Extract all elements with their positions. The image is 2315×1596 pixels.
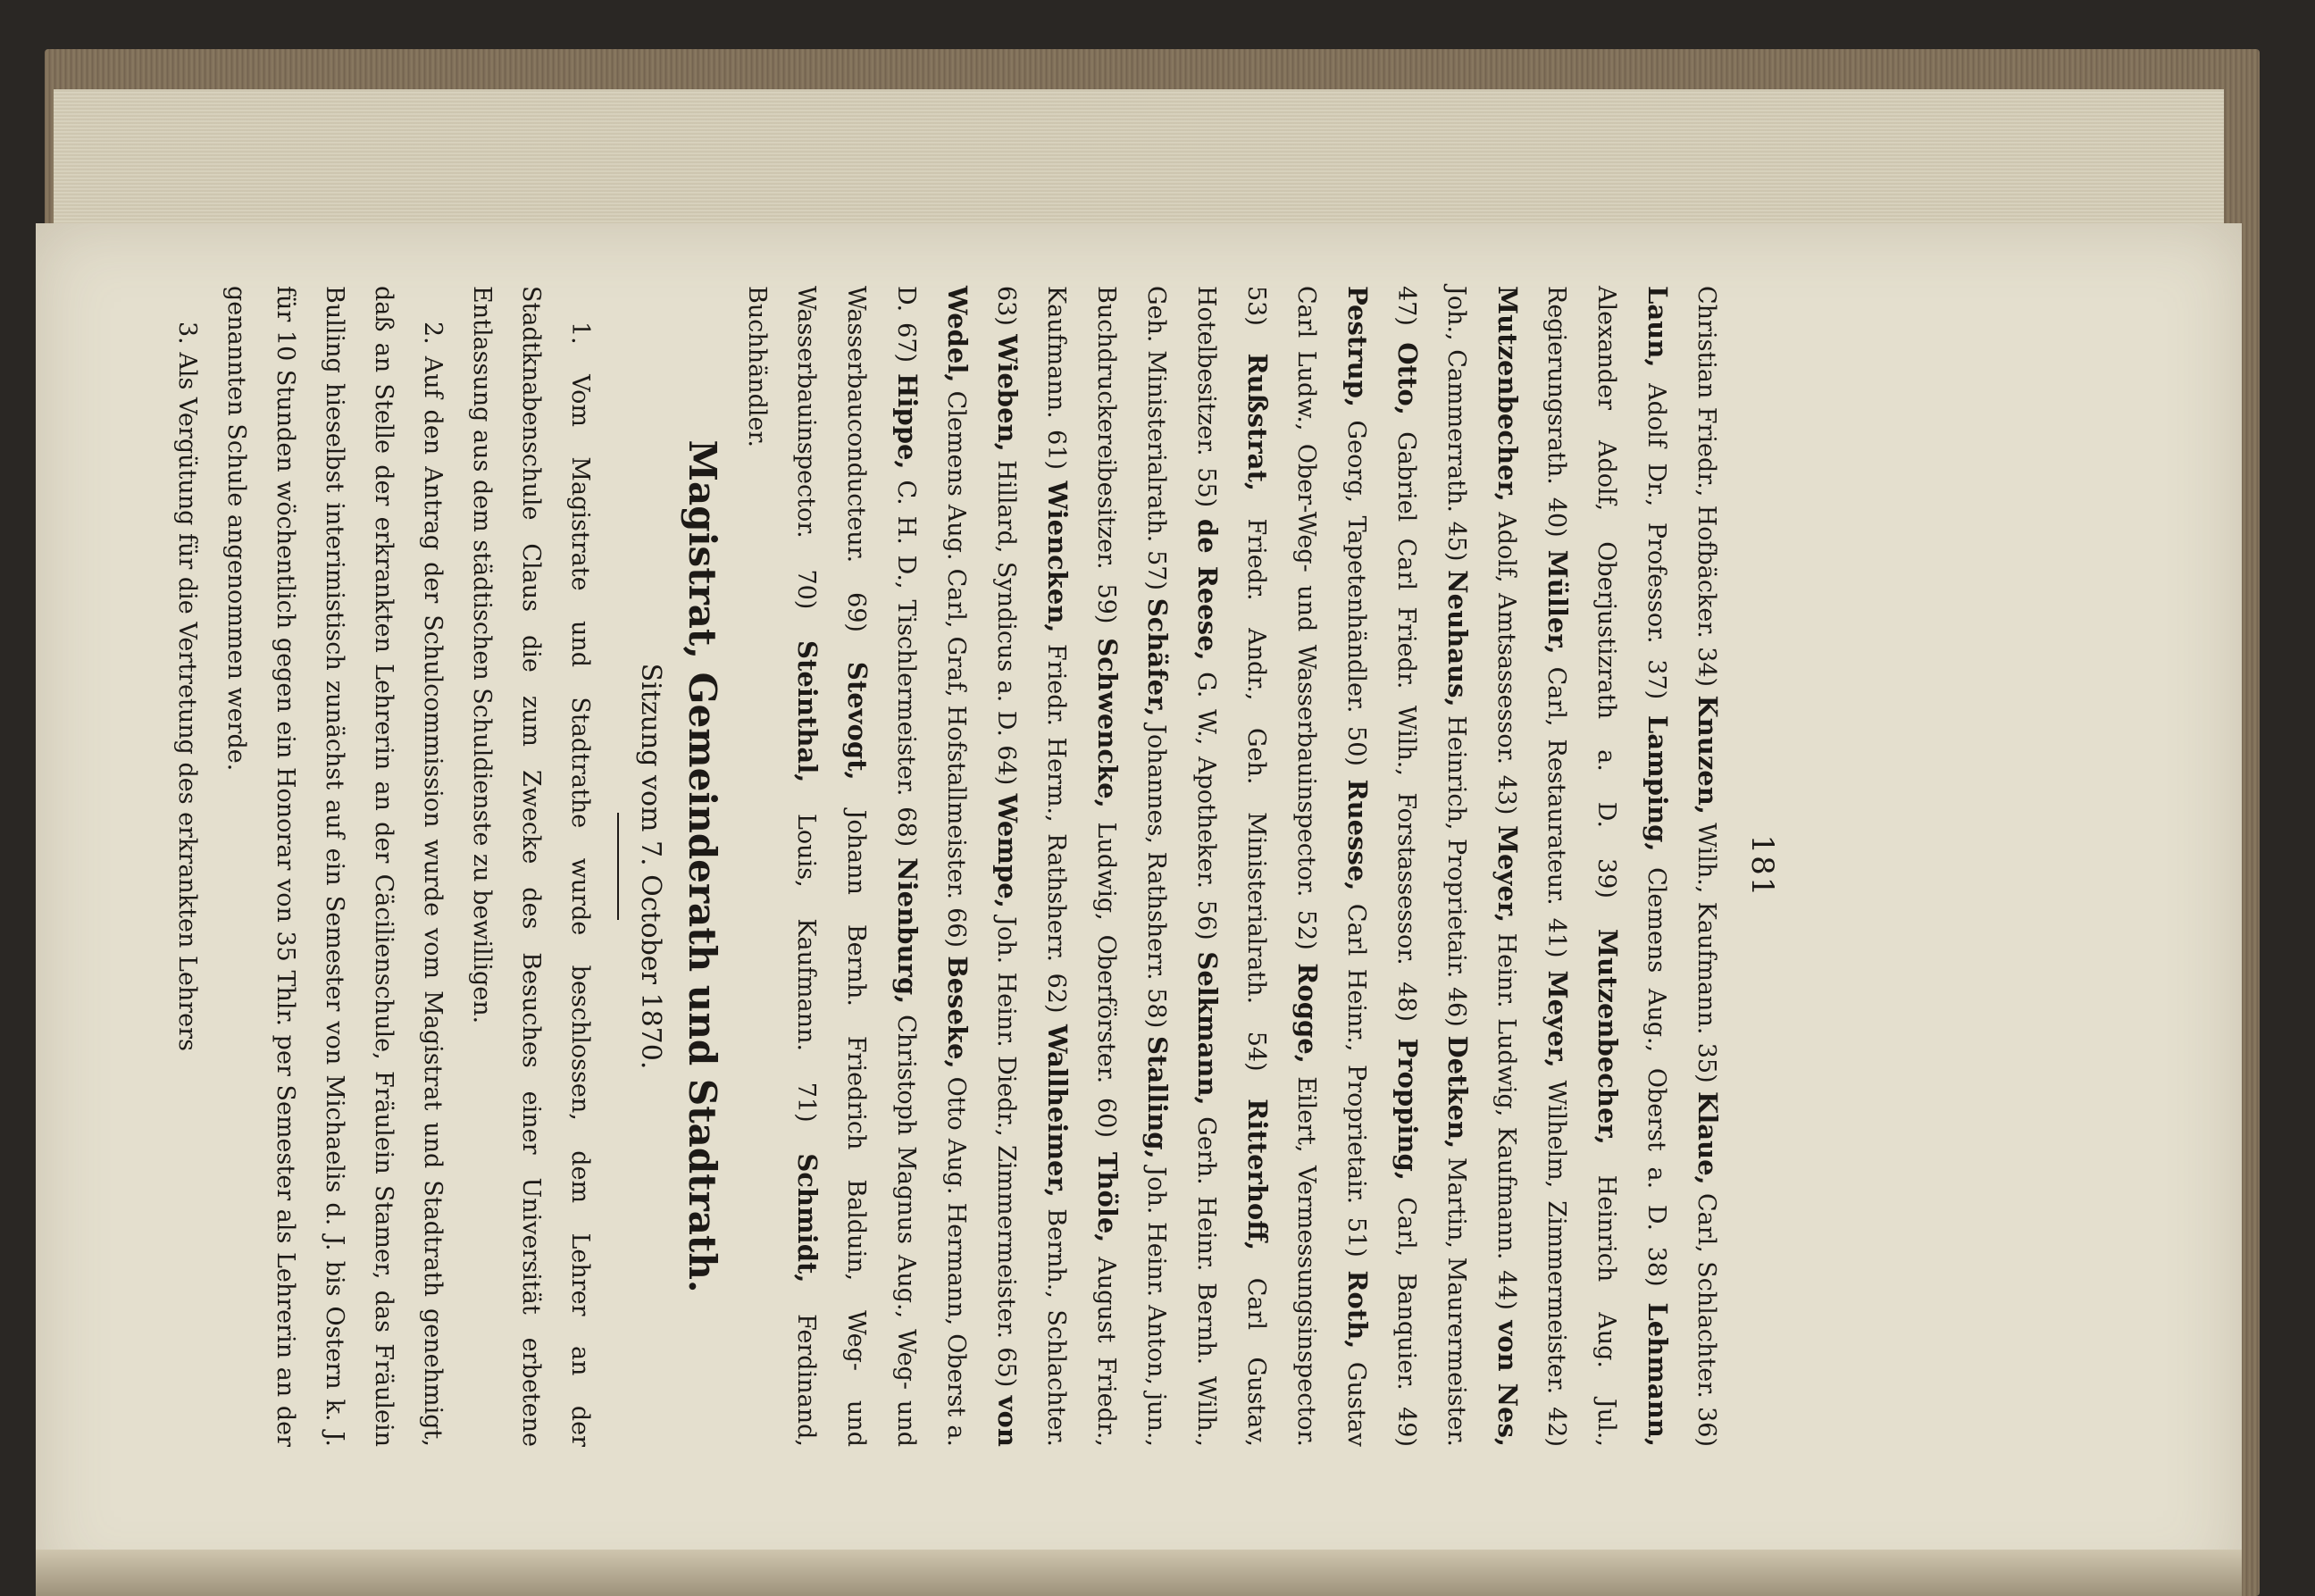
member-entry [1692,286,1720,687]
member-name: von Nes, [1492,1320,1523,1448]
member-details: Martin, Maurermeister. 47) [1392,286,1470,1447]
member-entry [1542,970,1573,1448]
member-details: Louis, Kaufmann. 71) [792,814,820,1123]
member-name: Schwencke, [1092,638,1123,808]
member-name: Meyer, [1542,970,1573,1068]
member-details: Carl Gustav, Hotelbesitzer. 55) [1192,286,1270,1447]
member-name: Lamping, [1642,714,1673,852]
member-name: Ritterhoff, [1242,1099,1273,1251]
member-details: Clemens Aug., Oberst a. D. 38) [1642,867,1670,1287]
member-name: Knuzen, [1692,695,1723,815]
member-name: Wempe, [992,793,1023,908]
member-name: Schäfer, [1142,597,1173,717]
page-number: 181 [1744,834,1780,898]
member-name: Müller, [1542,549,1573,655]
member-entry [1642,286,1673,700]
member-details: Carl, Restaurateur. 41) [1542,666,1570,958]
member-details: Johannes, Rathsherr. 58) [1142,724,1170,1029]
member-name: Detken, [1442,1035,1473,1149]
member-name: Schmidt, [792,1153,823,1283]
member-details: Georg, Tapetenhändler. 50) [1342,420,1370,766]
member-name: Thöle, [1092,1151,1123,1243]
member-name: Wiencken, [1042,480,1073,633]
member-name: Klaue, [1692,1090,1723,1185]
member-entry [992,793,1023,1388]
member-details: Heinrich, Proprietair. 46) [1442,715,1470,1027]
member-entry [1542,549,1573,958]
member-details: Heinrich Aug. Jul., Regierungsrath. 40) [1542,286,1620,1447]
page-text-block [89,286,1786,1447]
paragraph-2: 2. Auf den Antrag der Schulcommission wurde vom Magistrat und Stadtrath genehmigt, daß an Stelle der erkrankten Lehrerin an der Cäcilienschule, Fräulein Stamer, das Fräulein Bulling hieselbst interimistisch zunächst auf ein Semester von Michaelis d. J. bis Ostern k. J. für 10 Stunden wöchentlich gegen ein Honorar von 35 Thlr. per Semester als Lehrerin an der genannten Schule angenommen werde. [222,286,447,1447]
member-entry [1692,695,1723,1083]
member-entry [1142,597,1173,1029]
member-entry [792,640,823,1123]
member-list [732,286,1732,1447]
member-details: Heinr. Ludwig, Kaufmann. 44) [1492,932,1520,1310]
member-name: Rußstrat, [1242,353,1273,491]
member-details: Joh. Heinr. Anton, jun., Buchdruckereibesitzer. 59) [1092,286,1170,1447]
member-details: Gerh. Heinr. Bernh. Wilh., Geh. Ministerialrath. 57) [1142,286,1220,1447]
member-entry [1392,342,1423,1023]
member-details: Carl Heinr., Proprietair. 51) [1342,903,1370,1258]
member-details: Otto Aug. Hermann, Oberst a. D. 67) [892,286,970,1448]
member-name: Mutzenbecher, [1492,286,1523,502]
member-details: Alexander Adolf, Oberjustizrath a. D. 39) [1592,286,1620,898]
member-name: Stalling, [1142,1035,1173,1159]
member-name: Hippe, [892,373,923,470]
member-name: Nienburg, [892,857,923,1005]
member-entry [1192,518,1223,940]
member-entry [1042,480,1073,1014]
member-details: Wilh., Kaufmann. 35) [1692,823,1720,1083]
member-name: Laun, [1642,286,1673,368]
session-date: Sitzung vom 7. October 1870. [635,663,666,1070]
member-details: Gustav Carl Ludw., Ober-Weg- und Wasserbauinspector. 52) [1292,286,1370,1447]
member-details: Clemens Aug. Carl, Graf, Hofstallmeister. 66) [942,390,970,948]
member-name: von Wedel, [942,286,1023,1447]
member-entry [1242,353,1273,1072]
member-details: August Friedr., Kaufmann. 61) [1042,286,1120,1447]
member-details: Carl, Banquier. 49) [1392,1197,1420,1448]
member-entry [992,334,1023,786]
member-details: Hillard, Syndicus a. D. 64) [992,460,1020,786]
member-details: Gabriel Carl Friedr. Wilh., Forstassessor. 48) [1392,431,1420,1023]
member-name: Wieben, [992,334,1023,452]
member-name: Pestrup, [1342,286,1373,407]
member-name: Wallheimer, [1042,1024,1073,1198]
member-details: Friedr. Andr., Geh. Ministerialrath. 54) [1242,518,1270,1072]
member-name: Neuhaus, [1442,570,1473,707]
member-entry [1342,779,1373,1258]
page-edges [54,89,2224,232]
member-entry [1492,286,1523,815]
member-details: Johann Bernh. Friedrich Balduin, Weg- und Wasserbauinspector. 70) [792,286,870,1447]
member-name: Ruesse, [1342,779,1373,891]
member-details: Christoph Magnus Aug., Weg- und Wasserbauconducteur. 69) [842,286,920,1447]
paragraph-3: 3. Als Vergütung für die Vertretung des erkrankten Lehrers [173,322,201,1051]
member-details: Christian Friedr., Hofbäcker. 34) [1692,286,1720,688]
member-details: Joh., Cammerrath. 45) [1442,286,1470,562]
book-gutter [36,1550,2242,1596]
member-name: Otto, [1392,342,1423,415]
member-entry [1442,570,1473,1027]
member-entry [892,373,923,848]
member-details: Carl, Schlachter. 36) [1692,1192,1720,1448]
member-details: G. W., Apotheker. 56) [1192,672,1220,940]
divider [617,813,619,920]
member-name: Stevogt, [842,661,873,781]
member-details: Adolf, Amtsassessor. 43) [1492,512,1520,815]
member-name: Steinthal, [792,640,823,783]
member-details: C. H. D., Tischlermeister. 68) [892,480,920,848]
member-details: Adolf Dr., Professor. 37) [1642,383,1670,700]
member-details: Eilert, Vermessungsinspector. 53) [1242,286,1320,1447]
member-name: Rogge, [1292,963,1323,1064]
member-name: Selkmann, [1192,951,1223,1106]
member-details: Ludwig, Oberförster. 60) [1092,822,1120,1138]
member-entry [1392,1038,1423,1448]
member-entry [1642,714,1673,1287]
section-heading: Magistrat, Gemeinderath und Stadtrath. [681,439,724,1293]
member-name: Lehmann, [1642,1302,1673,1447]
member-entry [1342,286,1373,766]
member-details: Bernh., Schlachter. 63) [992,286,1070,1447]
member-name: Beseke, [942,956,973,1069]
member-entry [1692,1090,1723,1448]
member-details: Ferdinand, Buchhändler. [743,286,820,1447]
member-name: de Reese, [1192,518,1223,661]
member-details: Friedr. Herm., Rathsherr. 62) [1042,644,1070,1014]
member-name: Roth, [1342,1270,1373,1349]
member-details: Wilhelm, Zimmermeister. 42) [1542,1080,1570,1448]
paragraph-1: 1. Vom Magistrate und Stadtrathe wurde beschlossen, dem Lehrer an der Stadtknabenschule Claus die zum Zwecke des Besuches einer Universität erbetene Entlassung aus dem städtischen Schuldienste zu bewilligen. [468,286,594,1447]
member-details: Joh. Heinr. Diedr., Zimmermeister. 65) [992,916,1020,1388]
member-name: Propping, [1392,1038,1423,1181]
member-name: Meyer, [1492,824,1523,923]
member-name: Mutzenbecher, [1592,928,1623,1145]
member-entry [1092,638,1123,1138]
member-entry [1492,824,1523,1310]
